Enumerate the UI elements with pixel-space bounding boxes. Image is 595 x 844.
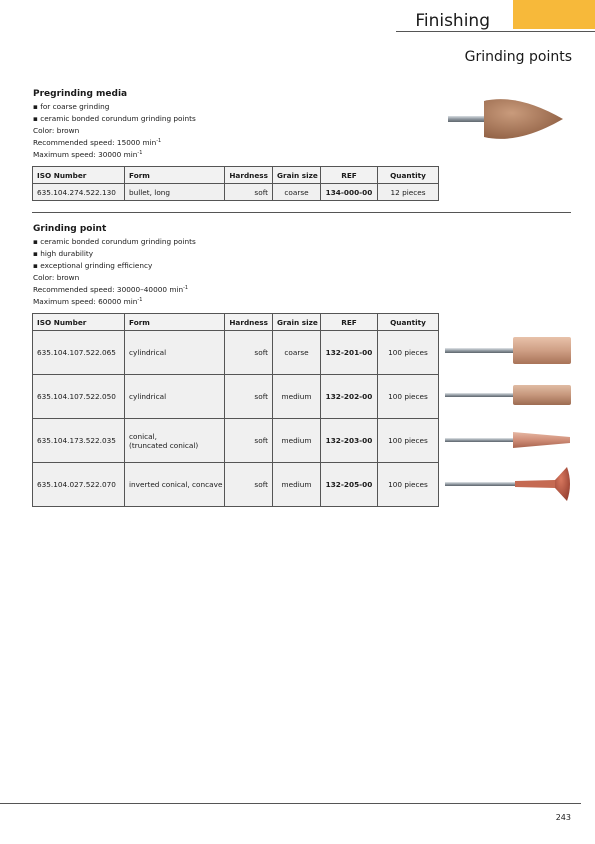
cell-ref: 132-201-00 [321,331,378,375]
color-spec: Color: brown [33,126,80,135]
cell-ref: 134-000-00 [321,184,378,201]
section-grinding-point [33,224,196,308]
cell-quantity: 100 pieces [378,331,439,375]
cell-iso: 635.104.274.522.130 [33,184,125,201]
conical-grinding-point-image [445,430,575,450]
bullet-grinding-point-image [448,95,572,145]
col-form: Form [125,167,225,184]
col-form: Form [125,314,225,331]
footer-rule [0,803,581,804]
cell-iso: 635.104.107.522.050 [33,375,125,419]
cell-quantity: 12 pieces [378,184,439,201]
cylindrical-grinding-point-image [445,383,575,407]
cell-ref: 132-203-00 [321,419,378,463]
cell-form: cylindrical [125,375,225,419]
table-pregrinding [32,166,439,201]
section-pregrinding [33,89,196,161]
cell-hardness: soft [225,184,273,201]
category-tab [513,0,595,29]
page-category-title: Finishing [415,11,490,31]
col-hardness: Hardness [225,167,273,184]
col-iso-number: ISO Number [33,167,125,184]
col-quantity: Quantity [378,167,439,184]
maximum-speed: Maximum speed: 30000 $\min^{-1}$ [33,150,143,159]
table-row [33,463,439,507]
inverted-cone-grinding-point-image [445,466,575,502]
section-title: Grinding point [33,224,107,234]
cell-grain: medium [273,419,321,463]
cell-form: inverted conical, concave [125,463,225,507]
cell-grain: medium [273,375,321,419]
header-rule [396,31,595,32]
cell-hardness: soft [225,331,273,375]
cell-ref: 132-205-00 [321,463,378,507]
cylindrical-grinding-point-image [445,336,575,366]
col-ref: REF [321,167,378,184]
cell-form-line2: (truncated conical) [129,440,199,450]
page-subtitle: Grinding points [464,49,572,65]
section-title: Pregrinding media [33,89,128,99]
cell-iso: 635.104.027.522.070 [33,463,125,507]
col-iso-number: ISO Number [33,314,125,331]
cell-form: bullet, long [125,184,225,201]
bullet-item: ▪ ceramic bonded corundum grinding points [33,114,196,123]
cell-grain: coarse [273,184,321,201]
col-grain-size: Grain size [273,314,321,331]
table-row [33,331,439,375]
page-number: 243 [555,813,571,822]
color-spec: Color: brown [33,273,80,282]
bullet-item: ▪ high durability [33,249,94,258]
bullet-item: ▪ exceptional grinding efficiency [33,261,153,270]
cell-form: cylindrical [125,331,225,375]
col-grain-size: Grain size [273,167,321,184]
cell-quantity: 100 pieces [378,463,439,507]
cell-hardness: soft [225,419,273,463]
cell-grain: medium [273,463,321,507]
cell-grain: coarse [273,331,321,375]
cell-ref: 132-202-00 [321,375,378,419]
table-grinding-points [32,313,439,507]
table-row [33,419,439,463]
table-row [33,375,439,419]
section-divider [32,212,571,213]
bullet-item: ▪ ceramic bonded corundum grinding points [33,237,196,246]
cell-iso: 635.104.107.522.065 [33,331,125,375]
table-header-row [33,167,439,184]
cell-iso: 635.104.173.522.035 [33,419,125,463]
table-header-row [33,314,439,331]
recommended-speed: Recommended speed: 30000–40000 $\min^{-1}$ [33,285,189,294]
cell-quantity: 100 pieces [378,419,439,463]
cell-hardness: soft [225,375,273,419]
cell-quantity: 100 pieces [378,375,439,419]
col-ref: REF [321,314,378,331]
table-row [33,184,439,201]
maximum-speed: Maximum speed: 60000 $\min^{-1}$ [33,297,143,306]
col-hardness: Hardness [225,314,273,331]
cell-hardness: soft [225,463,273,507]
bullet-item: ▪ for coarse grinding [33,102,110,111]
cell-form-line1: conical, [129,431,157,441]
col-quantity: Quantity [378,314,439,331]
cell-form [125,419,225,463]
recommended-speed: Recommended speed: 15000 $\min^{-1}$ [33,138,162,147]
